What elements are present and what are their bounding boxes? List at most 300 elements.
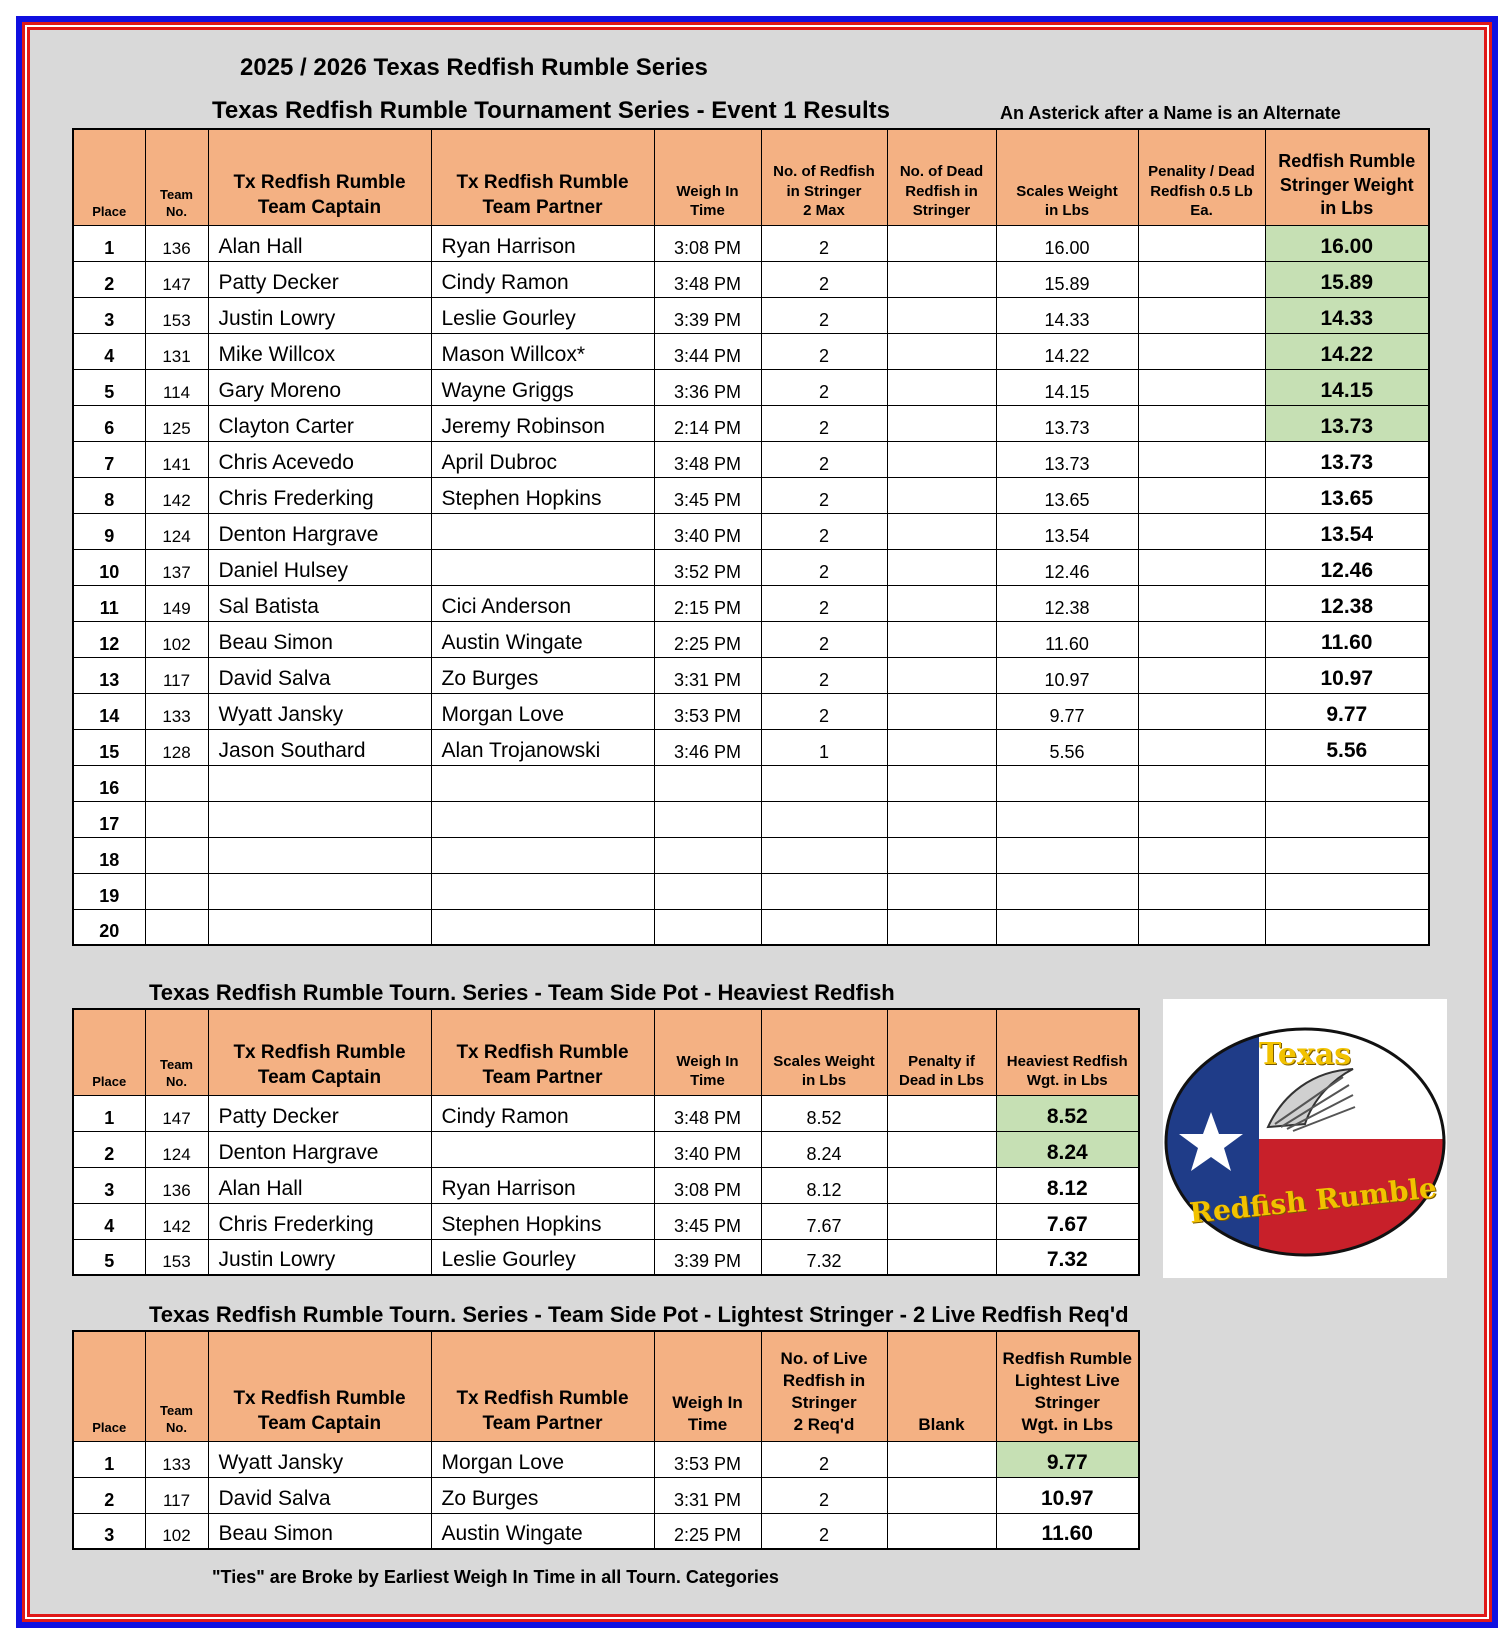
cell-penalty — [1138, 549, 1265, 585]
cell-weigh-in-time: 3:40 PM — [654, 513, 761, 549]
header-team-no: Team No. — [145, 1331, 208, 1441]
header-redfish-count: No. of Redfish in Stringer 2 Max — [761, 129, 887, 225]
cell-team-no: 136 — [145, 1167, 208, 1203]
cell-penalty — [1138, 909, 1265, 945]
cell-scales-weight: 5.56 — [996, 729, 1138, 765]
cell-partner: Ryan Harrison — [431, 1167, 654, 1203]
cell-stringer-weight: 14.22 — [1265, 333, 1429, 369]
table-row — [73, 1239, 1139, 1275]
cell-penalty — [1138, 693, 1265, 729]
header-team-no: Team No. — [145, 129, 208, 225]
cell-partner: Cindy Ramon — [431, 1095, 654, 1131]
cell-team-no: 147 — [145, 261, 208, 297]
header-captain: Tx Redfish Rumble Team Captain — [208, 1009, 431, 1095]
cell-partner: Morgan Love — [431, 1441, 654, 1477]
cell-captain: Sal Batista — [208, 585, 431, 621]
cell-dead-count — [887, 729, 996, 765]
cell-partner — [431, 765, 654, 801]
cell-weigh-in-time — [654, 909, 761, 945]
cell-penalty — [887, 1167, 996, 1203]
cell-captain: Gary Moreno — [208, 369, 431, 405]
cell-dead-count — [887, 549, 996, 585]
cell-redfish-count — [761, 765, 887, 801]
cell-captain: Justin Lowry — [208, 1239, 431, 1275]
table-row — [73, 1095, 1139, 1131]
cell-weigh-in-time: 3:45 PM — [654, 1203, 761, 1239]
cell-live-count: 2 — [761, 1477, 887, 1513]
cell-dead-count — [887, 513, 996, 549]
cell-place: 9 — [73, 513, 145, 549]
cell-place: 2 — [73, 1477, 145, 1513]
cell-partner — [431, 909, 654, 945]
cell-captain: Alan Hall — [208, 1167, 431, 1203]
cell-team-no: 136 — [145, 225, 208, 261]
cell-dead-count — [887, 801, 996, 837]
table-row — [73, 1167, 1139, 1203]
lightest-header-row — [73, 1331, 1139, 1441]
cell-captain: Chris Acevedo — [208, 441, 431, 477]
cell-heaviest-weight: 8.24 — [996, 1131, 1139, 1167]
table-row — [73, 1477, 1139, 1513]
table-row — [73, 297, 1429, 333]
cell-stringer-weight: 9.77 — [1265, 693, 1429, 729]
table-row — [73, 873, 1429, 909]
header-partner: Tx Redfish Rumble Team Partner — [431, 1331, 654, 1441]
cell-penalty — [1138, 261, 1265, 297]
table-row — [73, 225, 1429, 261]
table-row — [73, 1513, 1139, 1549]
cell-partner — [431, 549, 654, 585]
cell-live-count: 2 — [761, 1441, 887, 1477]
cell-dead-count — [887, 441, 996, 477]
cell-stringer-weight — [1265, 765, 1429, 801]
cell-captain: Wyatt Jansky — [208, 1441, 431, 1477]
cell-penalty — [1138, 513, 1265, 549]
header-lightest-weight: Redfish Rumble Lightest Live Stringer Wgt. in Lbs — [996, 1331, 1139, 1441]
cell-weigh-in-time — [654, 765, 761, 801]
cell-team-no: 142 — [145, 1203, 208, 1239]
cell-scales-weight — [996, 873, 1138, 909]
cell-redfish-count: 2 — [761, 693, 887, 729]
cell-dead-count — [887, 225, 996, 261]
cell-team-no: 117 — [145, 657, 208, 693]
cell-penalty — [1138, 225, 1265, 261]
cell-stringer-weight: 5.56 — [1265, 729, 1429, 765]
cell-place: 14 — [73, 693, 145, 729]
cell-partner: April Dubroc — [431, 441, 654, 477]
event-title: Texas Redfish Rumble Tournament Series - Event 1 Results — [212, 97, 890, 124]
cell-captain: Beau Simon — [208, 621, 431, 657]
cell-captain: Denton Hargrave — [208, 1131, 431, 1167]
cell-redfish-count: 2 — [761, 621, 887, 657]
cell-place: 10 — [73, 549, 145, 585]
cell-redfish-count: 2 — [761, 585, 887, 621]
cell-dead-count — [887, 693, 996, 729]
cell-penalty — [887, 1203, 996, 1239]
table-row — [73, 549, 1429, 585]
table-row — [73, 441, 1429, 477]
cell-redfish-count — [761, 873, 887, 909]
header-place: Place — [73, 129, 145, 225]
table-row — [73, 693, 1429, 729]
cell-live-count: 2 — [761, 1513, 887, 1549]
cell-redfish-count — [761, 801, 887, 837]
cell-captain: Beau Simon — [208, 1513, 431, 1549]
table-row — [73, 801, 1429, 837]
cell-captain: Patty Decker — [208, 261, 431, 297]
cell-weigh-in-time: 3:48 PM — [654, 441, 761, 477]
cell-team-no — [145, 801, 208, 837]
cell-scales-weight: 8.24 — [761, 1131, 887, 1167]
cell-partner: Zo Burges — [431, 1477, 654, 1513]
cell-team-no — [145, 873, 208, 909]
cell-dead-count — [887, 909, 996, 945]
cell-heaviest-weight: 8.12 — [996, 1167, 1139, 1203]
cell-place: 3 — [73, 1167, 145, 1203]
cell-penalty — [887, 1239, 996, 1275]
cell-redfish-count: 2 — [761, 261, 887, 297]
cell-captain: Mike Willcox — [208, 333, 431, 369]
cell-weigh-in-time: 3:31 PM — [654, 1477, 761, 1513]
cell-place: 12 — [73, 621, 145, 657]
cell-stringer-weight — [1265, 909, 1429, 945]
cell-partner: Austin Wingate — [431, 1513, 654, 1549]
cell-partner: Stephen Hopkins — [431, 1203, 654, 1239]
cell-weigh-in-time: 3:45 PM — [654, 477, 761, 513]
cell-place: 6 — [73, 405, 145, 441]
cell-partner: Ryan Harrison — [431, 225, 654, 261]
cell-team-no: 149 — [145, 585, 208, 621]
cell-place: 7 — [73, 441, 145, 477]
cell-team-no: 142 — [145, 477, 208, 513]
cell-team-no: 102 — [145, 1513, 208, 1549]
cell-captain: Chris Frederking — [208, 1203, 431, 1239]
table-row — [73, 333, 1429, 369]
cell-dead-count — [887, 585, 996, 621]
cell-weigh-in-time: 3:39 PM — [654, 297, 761, 333]
cell-place: 2 — [73, 261, 145, 297]
cell-weigh-in-time — [654, 801, 761, 837]
cell-weigh-in-time: 3:31 PM — [654, 657, 761, 693]
cell-dead-count — [887, 873, 996, 909]
cell-dead-count — [887, 477, 996, 513]
cell-place: 5 — [73, 369, 145, 405]
cell-place: 11 — [73, 585, 145, 621]
cell-redfish-count: 1 — [761, 729, 887, 765]
cell-team-no: 117 — [145, 1477, 208, 1513]
cell-team-no: 133 — [145, 1441, 208, 1477]
header-place: Place — [73, 1009, 145, 1095]
cell-weigh-in-time: 3:39 PM — [654, 1239, 761, 1275]
header-weigh-in-time: Weigh In Time — [654, 129, 761, 225]
header-scales-weight: Scales Weight in Lbs — [996, 129, 1138, 225]
cell-weigh-in-time: 3:48 PM — [654, 1095, 761, 1131]
cell-partner: Wayne Griggs — [431, 369, 654, 405]
cell-captain: Chris Frederking — [208, 477, 431, 513]
header-partner: Tx Redfish Rumble Team Partner — [431, 129, 654, 225]
cell-redfish-count: 2 — [761, 369, 887, 405]
cell-stringer-weight: 12.46 — [1265, 549, 1429, 585]
header-place: Place — [73, 1331, 145, 1441]
cell-stringer-weight: 16.00 — [1265, 225, 1429, 261]
header-scales-weight: Scales Weight in Lbs — [761, 1009, 887, 1095]
cell-partner — [431, 801, 654, 837]
cell-captain: Jason Southard — [208, 729, 431, 765]
cell-partner: Morgan Love — [431, 693, 654, 729]
cell-redfish-count: 2 — [761, 333, 887, 369]
cell-captain: Denton Hargrave — [208, 513, 431, 549]
table-row — [73, 729, 1429, 765]
header-partner: Tx Redfish Rumble Team Partner — [431, 1009, 654, 1095]
cell-redfish-count — [761, 837, 887, 873]
cell-captain: Justin Lowry — [208, 297, 431, 333]
cell-penalty — [887, 1095, 996, 1131]
cell-team-no — [145, 765, 208, 801]
cell-place: 4 — [73, 333, 145, 369]
table-row — [73, 1441, 1139, 1477]
cell-penalty — [1138, 765, 1265, 801]
heaviest-header-row — [73, 1009, 1139, 1095]
cell-stringer-weight — [1265, 873, 1429, 909]
cell-captain — [208, 765, 431, 801]
cell-blank — [887, 1513, 996, 1549]
cell-partner — [431, 837, 654, 873]
cell-team-no — [145, 837, 208, 873]
cell-penalty — [1138, 801, 1265, 837]
cell-partner: Mason Willcox* — [431, 333, 654, 369]
header-stringer-weight: Redfish Rumble Stringer Weight in Lbs — [1265, 129, 1429, 225]
cell-place: 16 — [73, 765, 145, 801]
cell-weigh-in-time: 3:44 PM — [654, 333, 761, 369]
cell-place: 1 — [73, 1441, 145, 1477]
cell-dead-count — [887, 621, 996, 657]
cell-scales-weight: 15.89 — [996, 261, 1138, 297]
cell-team-no: 141 — [145, 441, 208, 477]
cell-captain: Daniel Hulsey — [208, 549, 431, 585]
cell-place: 8 — [73, 477, 145, 513]
cell-redfish-count: 2 — [761, 405, 887, 441]
cell-place: 15 — [73, 729, 145, 765]
cell-partner: Zo Burges — [431, 657, 654, 693]
cell-scales-weight: 7.67 — [761, 1203, 887, 1239]
cell-stringer-weight — [1265, 801, 1429, 837]
cell-scales-weight — [996, 909, 1138, 945]
cell-captain: David Salva — [208, 1477, 431, 1513]
cell-scales-weight: 13.54 — [996, 513, 1138, 549]
cell-penalty — [1138, 837, 1265, 873]
cell-captain: Clayton Carter — [208, 405, 431, 441]
ties-footer-note: "Ties" are Broke by Earliest Weigh In Time in all Tourn. Categories — [212, 1567, 779, 1587]
cell-team-no — [145, 909, 208, 945]
cell-penalty — [1138, 477, 1265, 513]
lightest-table-body — [73, 1441, 1139, 1549]
series-title: 2025 / 2026 Texas Redfish Rumble Series — [240, 54, 708, 81]
cell-weigh-in-time: 3:53 PM — [654, 1441, 761, 1477]
cell-partner: Leslie Gourley — [431, 1239, 654, 1275]
cell-scales-weight: 14.22 — [996, 333, 1138, 369]
cell-captain — [208, 873, 431, 909]
header-heaviest-weight: Heaviest Redfish Wgt. in Lbs — [996, 1009, 1139, 1095]
cell-scales-weight: 13.73 — [996, 441, 1138, 477]
table-row — [73, 585, 1429, 621]
cell-scales-weight: 8.12 — [761, 1167, 887, 1203]
cell-weigh-in-time: 2:14 PM — [654, 405, 761, 441]
cell-captain — [208, 801, 431, 837]
cell-stringer-weight: 13.73 — [1265, 405, 1429, 441]
cell-penalty — [1138, 297, 1265, 333]
table-row — [73, 369, 1429, 405]
cell-team-no: 131 — [145, 333, 208, 369]
cell-penalty — [1138, 369, 1265, 405]
cell-redfish-count — [761, 909, 887, 945]
cell-penalty — [1138, 405, 1265, 441]
cell-scales-weight — [996, 765, 1138, 801]
cell-partner: Cici Anderson — [431, 585, 654, 621]
cell-team-no: 153 — [145, 1239, 208, 1275]
header-captain: Tx Redfish Rumble Team Captain — [208, 1331, 431, 1441]
header-blank: Blank — [887, 1331, 996, 1441]
cell-dead-count — [887, 261, 996, 297]
cell-partner — [431, 1131, 654, 1167]
cell-partner — [431, 873, 654, 909]
heaviest-redfish-table — [72, 1008, 1140, 1276]
cell-scales-weight: 12.46 — [996, 549, 1138, 585]
lightest-stringer-table — [72, 1330, 1140, 1550]
cell-place: 1 — [73, 1095, 145, 1131]
cell-captain: Wyatt Jansky — [208, 693, 431, 729]
cell-weigh-in-time: 2:25 PM — [654, 1513, 761, 1549]
header-live-count: No. of Live Redfish in Stringer 2 Req'd — [761, 1331, 887, 1441]
cell-dead-count — [887, 297, 996, 333]
cell-redfish-count: 2 — [761, 225, 887, 261]
cell-captain — [208, 837, 431, 873]
cell-redfish-count: 2 — [761, 657, 887, 693]
cell-stringer-weight: 13.65 — [1265, 477, 1429, 513]
cell-heaviest-weight: 7.32 — [996, 1239, 1139, 1275]
cell-stringer-weight: 15.89 — [1265, 261, 1429, 297]
cell-partner: Leslie Gourley — [431, 297, 654, 333]
cell-place: 18 — [73, 837, 145, 873]
cell-partner — [431, 513, 654, 549]
cell-dead-count — [887, 333, 996, 369]
cell-scales-weight — [996, 801, 1138, 837]
cell-place: 20 — [73, 909, 145, 945]
heaviest-table-body — [73, 1095, 1139, 1275]
cell-weigh-in-time: 3:48 PM — [654, 261, 761, 297]
header-penalty: Penality / Dead Redfish 0.5 Lb Ea. — [1138, 129, 1265, 225]
cell-stringer-weight: 13.54 — [1265, 513, 1429, 549]
cell-blank — [887, 1441, 996, 1477]
cell-partner: Stephen Hopkins — [431, 477, 654, 513]
table-row — [73, 621, 1429, 657]
cell-place: 4 — [73, 1203, 145, 1239]
cell-place: 19 — [73, 873, 145, 909]
cell-scales-weight: 10.97 — [996, 657, 1138, 693]
cell-weigh-in-time: 3:46 PM — [654, 729, 761, 765]
cell-stringer-weight: 13.73 — [1265, 441, 1429, 477]
cell-redfish-count: 2 — [761, 297, 887, 333]
cell-captain: David Salva — [208, 657, 431, 693]
cell-weigh-in-time: 3:36 PM — [654, 369, 761, 405]
cell-scales-weight: 13.73 — [996, 405, 1138, 441]
cell-lightest-weight: 9.77 — [996, 1441, 1139, 1477]
cell-penalty — [1138, 441, 1265, 477]
cell-scales-weight: 8.52 — [761, 1095, 887, 1131]
cell-weigh-in-time: 3:53 PM — [654, 693, 761, 729]
alternate-note: An Asterick after a Name is an Alternate — [1000, 103, 1341, 123]
cell-partner: Austin Wingate — [431, 621, 654, 657]
cell-place: 13 — [73, 657, 145, 693]
cell-weigh-in-time: 2:25 PM — [654, 621, 761, 657]
cell-dead-count — [887, 657, 996, 693]
cell-scales-weight: 16.00 — [996, 225, 1138, 261]
texas-redfish-rumble-logo — [1163, 999, 1447, 1278]
cell-place: 5 — [73, 1239, 145, 1275]
cell-weigh-in-time: 2:15 PM — [654, 585, 761, 621]
cell-team-no: 114 — [145, 369, 208, 405]
table-row — [73, 513, 1429, 549]
cell-weigh-in-time — [654, 873, 761, 909]
cell-stringer-weight: 14.33 — [1265, 297, 1429, 333]
cell-place: 3 — [73, 297, 145, 333]
cell-captain — [208, 909, 431, 945]
cell-dead-count — [887, 405, 996, 441]
header-captain: Tx Redfish Rumble Team Captain — [208, 129, 431, 225]
table-row — [73, 765, 1429, 801]
cell-redfish-count: 2 — [761, 477, 887, 513]
cell-stringer-weight: 12.38 — [1265, 585, 1429, 621]
cell-place: 1 — [73, 225, 145, 261]
cell-redfish-count: 2 — [761, 513, 887, 549]
table-row — [73, 477, 1429, 513]
cell-redfish-count: 2 — [761, 549, 887, 585]
table-row — [73, 657, 1429, 693]
cell-heaviest-weight: 8.52 — [996, 1095, 1139, 1131]
cell-place: 3 — [73, 1513, 145, 1549]
cell-team-no: 125 — [145, 405, 208, 441]
lightest-section-title: Texas Redfish Rumble Tourn. Series - Team Side Pot - Lightest Stringer - 2 Live Redfish Req'd — [149, 1302, 1129, 1327]
header-dead-count: No. of Dead Redfish in Stringer — [887, 129, 996, 225]
cell-stringer-weight — [1265, 837, 1429, 873]
cell-stringer-weight: 10.97 — [1265, 657, 1429, 693]
cell-scales-weight: 13.65 — [996, 477, 1138, 513]
cell-penalty — [1138, 873, 1265, 909]
cell-scales-weight: 7.32 — [761, 1239, 887, 1275]
cell-weigh-in-time: 3:08 PM — [654, 1167, 761, 1203]
table-row — [73, 1131, 1139, 1167]
cell-team-no: 133 — [145, 693, 208, 729]
cell-partner: Alan Trojanowski — [431, 729, 654, 765]
cell-scales-weight: 14.33 — [996, 297, 1138, 333]
table-row — [73, 909, 1429, 945]
cell-heaviest-weight: 7.67 — [996, 1203, 1139, 1239]
cell-partner: Cindy Ramon — [431, 261, 654, 297]
cell-scales-weight: 14.15 — [996, 369, 1138, 405]
cell-place: 2 — [73, 1131, 145, 1167]
cell-scales-weight: 12.38 — [996, 585, 1138, 621]
cell-place: 17 — [73, 801, 145, 837]
table-row — [73, 261, 1429, 297]
cell-team-no: 102 — [145, 621, 208, 657]
cell-penalty — [887, 1131, 996, 1167]
cell-penalty — [1138, 333, 1265, 369]
cell-captain: Patty Decker — [208, 1095, 431, 1131]
cell-team-no: 124 — [145, 513, 208, 549]
cell-stringer-weight: 14.15 — [1265, 369, 1429, 405]
cell-penalty — [1138, 729, 1265, 765]
main-results-table — [72, 128, 1430, 946]
logo-bottom-text: Redfish Rumble — [1187, 1171, 1439, 1230]
